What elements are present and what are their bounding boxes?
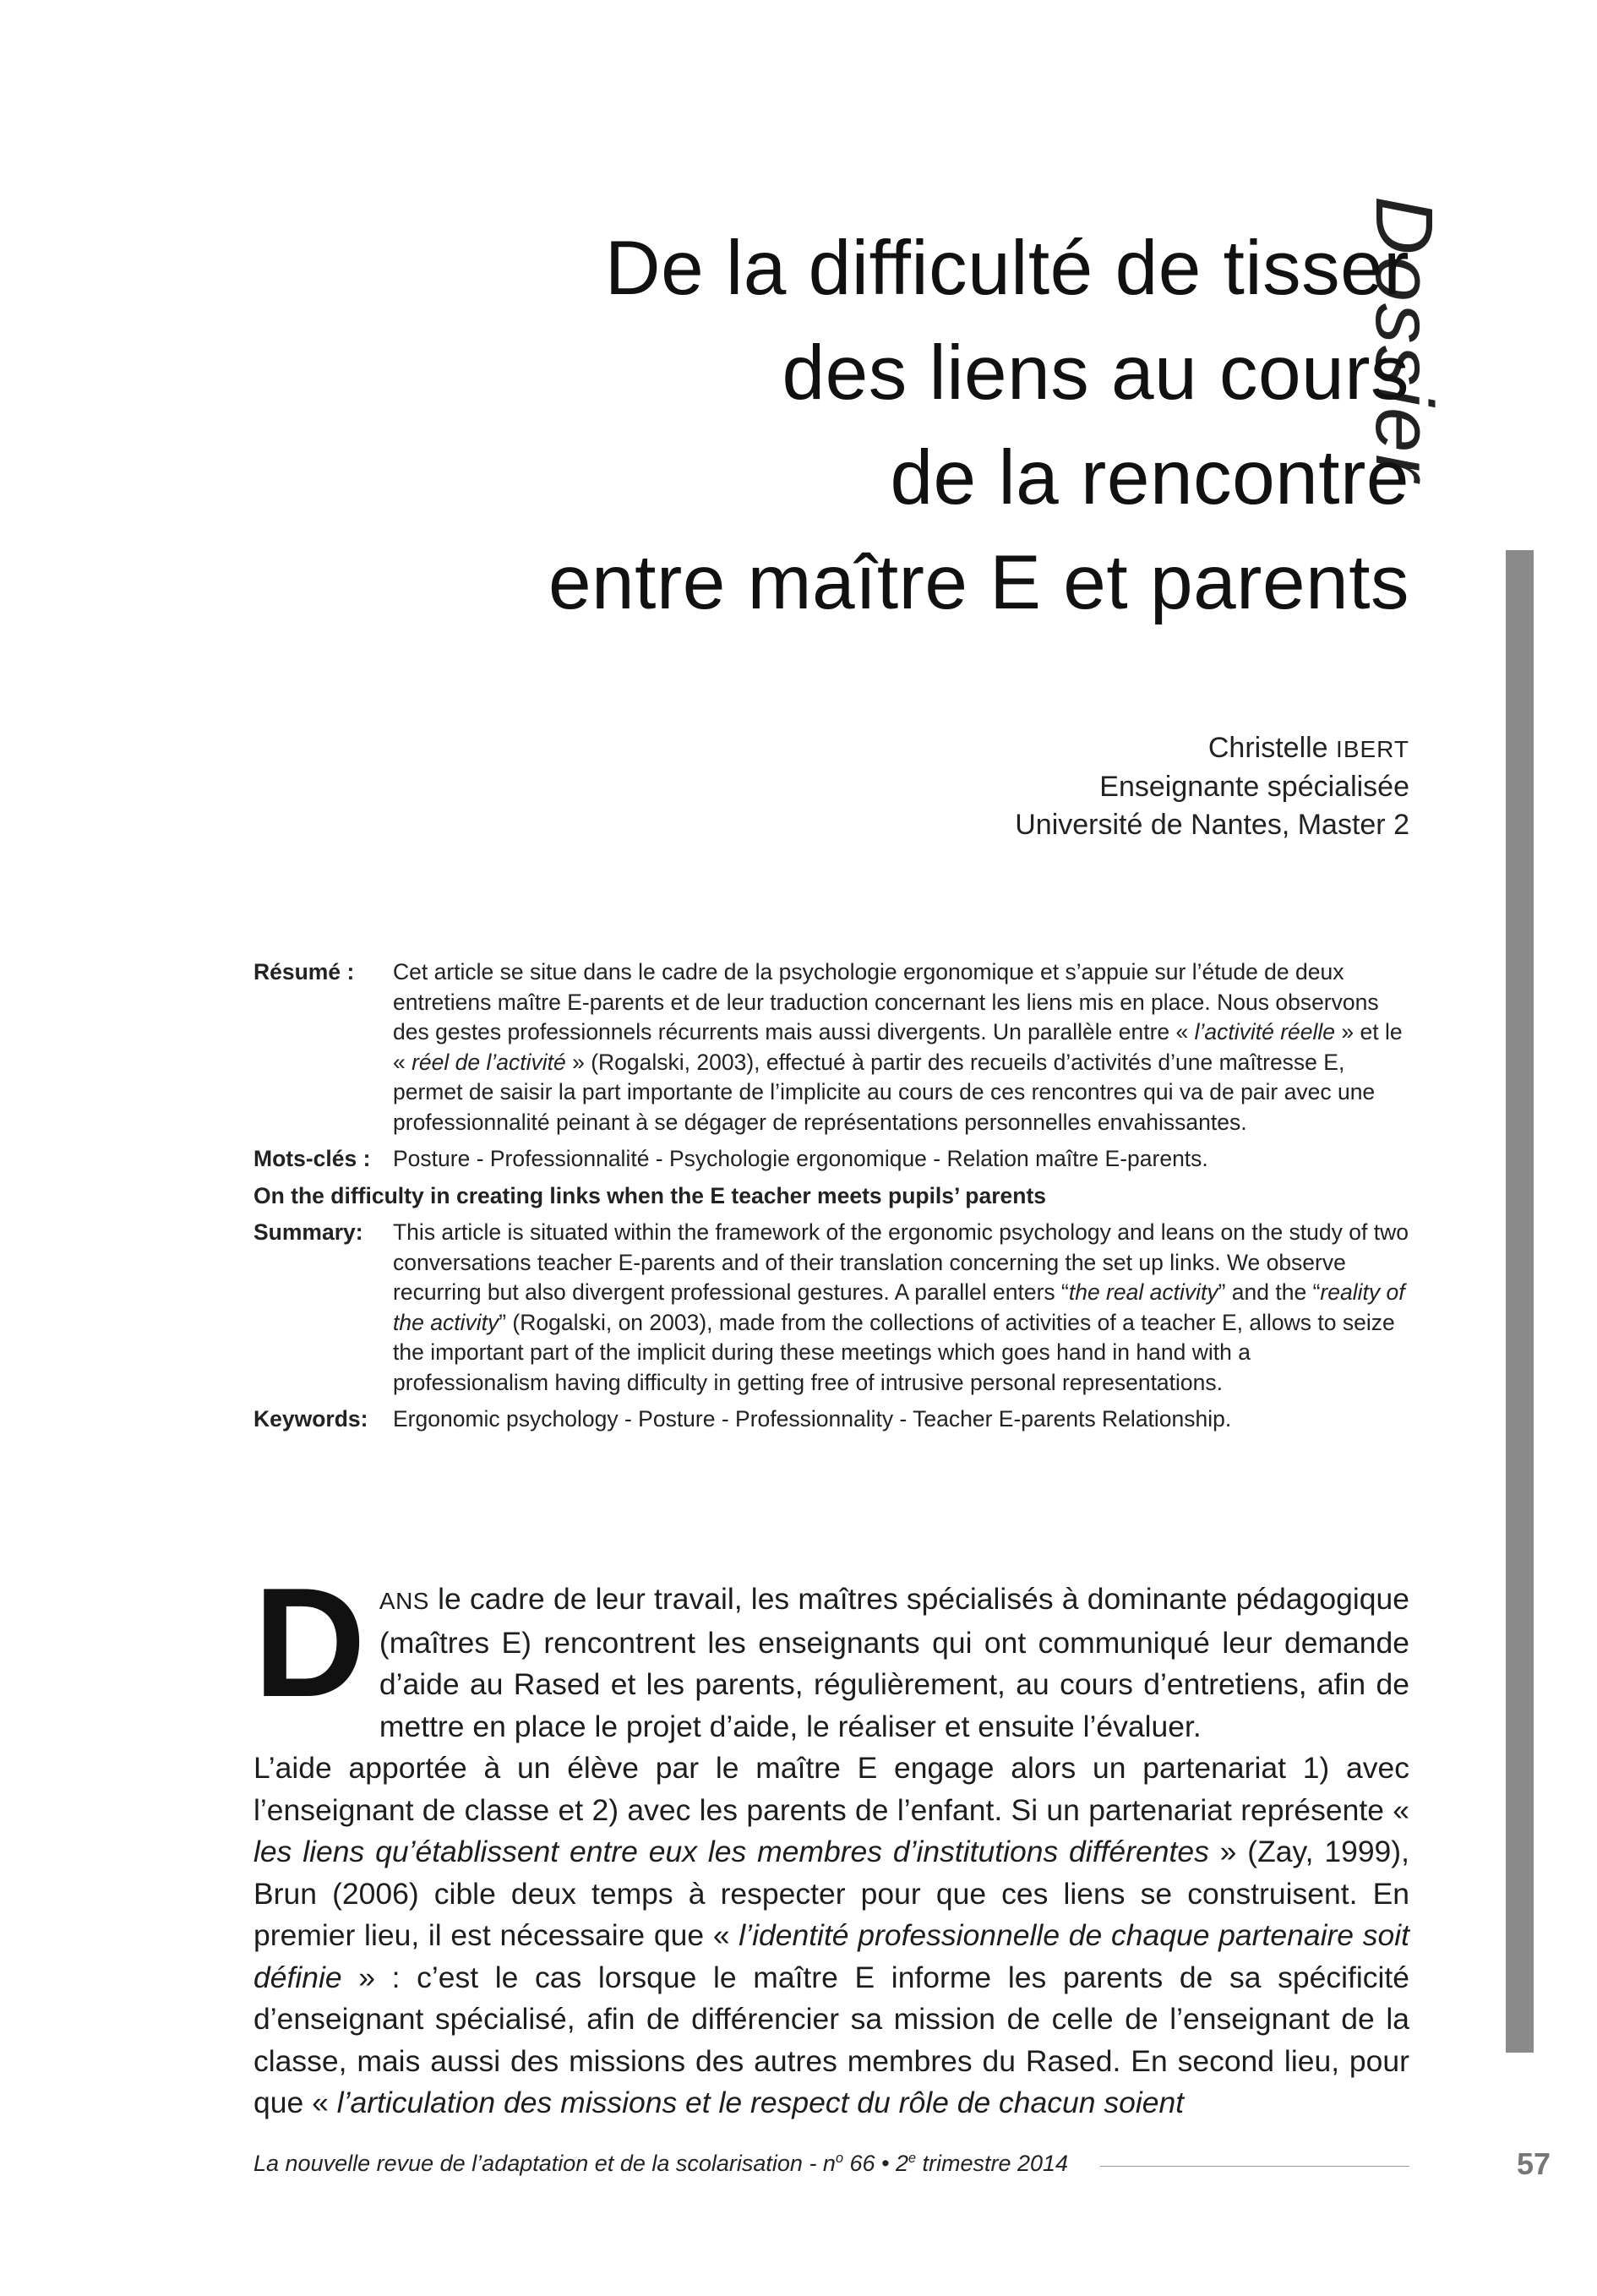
article-title — [311, 216, 1409, 635]
title-line: entre maître E et parents — [548, 540, 1409, 625]
section-label: Dossier — [1359, 196, 1449, 483]
summary-text: This article is situated within the framework of the ergonomic psychology and leans on the study of two conversations teacher E-parents and of their translation concerning the set up links. We observe recurring but also divergent professional gestures. A parallel enters “the real activity” and the “reality of the activity” (Rogalski, on 2003), made from the collections of activities of a teacher E, allows to seize the important part of the implicit during these meetings which goes hand in hand with a professionalism having difficulty in getting free of intrusive personal representations. — [393, 1219, 1409, 1395]
keywords-fr-label: Mots-clés : — [253, 1146, 371, 1171]
english-title: On the difficulty in creating links when the E teacher meets pupils’ parents — [253, 1182, 1047, 1208]
resume-text: Cet article se situe dans le cadre de la psychologie ergonomique et s’appuie sur l’étude de deux entretiens maître E-parents et de leur traduction concernant les liens mis en place. Nous observons des gestes professionnels récurrents mais aussi divergents. Un parallèle entre « l’activité réelle » et le « réel de l’activité » (Rogalski, 2003), effectué à partir des recueils d’activités d’une maîtresse E, permet de saisir la part importante de l’implicite au cours de ces rencontres qui va de pair avec une professionnalité peinant à se dégager de représentations personnelles envahissantes. — [393, 959, 1403, 1135]
journal-footer — [253, 2151, 1409, 2177]
summary-row — [253, 1218, 1409, 1398]
title-line: des liens au cours — [782, 330, 1409, 416]
keywords-en-label: Keywords: — [253, 1406, 368, 1432]
author-name: Christelle IBERT — [1207, 732, 1409, 764]
abstract-block — [253, 957, 1409, 1442]
body-paragraph: L’aide apportée à un élève par le maître E engage alors un partenariat 1) avec l’enseignant de classe et 2) avec les parents de l’enfant. Si un partenariat représente « les liens qu’établissent entre eux les membres d’institutions différentes » (Zay, 1999), Brun (2006) cible deux temps à respecter pour que ces liens se construisent. En premier lieu, il est nécessaire que « l’identité professionnelle de chaque partenaire soit définie » : c’est le cas lorsque le maître E informe les parents de sa spécificité d’enseignant spécialisé, afin de différencier sa mission de celle de l’enseignant de la classe, mais aussi des missions des autres membres du Rased. En second lieu, pour que « l’articulation des missions et le respect du rôle de chacun soient — [253, 1751, 1409, 2119]
body-paragraph: DANS le cadre de leur travail, les maîtres spécialisés à dominante pédagogique (maîtres E) rencontrent les enseignants qui ont communiqué leur demande d’aide au Rased et les parents, régulièrement, au cours d’entretiens, afin de mettre en place le projet d’aide, le réaliser et ensuite l’évaluer. — [253, 1555, 1409, 1743]
keywords-en-text: Ergonomic psychology - Posture - Professionnality - Teacher E-parents Relationship. — [393, 1406, 1232, 1432]
title-line: de la rencontre — [890, 435, 1409, 521]
keywords-en-row — [253, 1404, 1409, 1435]
resume-row — [253, 957, 1409, 1137]
author-affiliation: Université de Nantes, Master 2 — [1015, 809, 1409, 841]
resume-label: Résumé : — [253, 959, 355, 984]
page-number: 57 — [1516, 2146, 1551, 2181]
keywords-fr-text: Posture - Professionnalité - Psychologie ergonomique - Relation maître E-parents. — [393, 1146, 1208, 1171]
section-bar — [1506, 550, 1534, 2053]
keywords-fr-row — [253, 1144, 1409, 1175]
dropcap: D — [253, 1555, 366, 1729]
author-block — [649, 729, 1409, 844]
article-body — [253, 1555, 1409, 2124]
summary-label: Summary: — [253, 1219, 363, 1245]
footer-rule — [1100, 2166, 1409, 2167]
journal-reference: La nouvelle revue de l’adaptation et de la scolarisation - $n^o$ 66 • 2e trimestre 2014 — [253, 2151, 1069, 2176]
author-role: Enseignante spécialisée — [1099, 771, 1409, 803]
title-line: De la difficulté de tisser — [604, 226, 1409, 311]
